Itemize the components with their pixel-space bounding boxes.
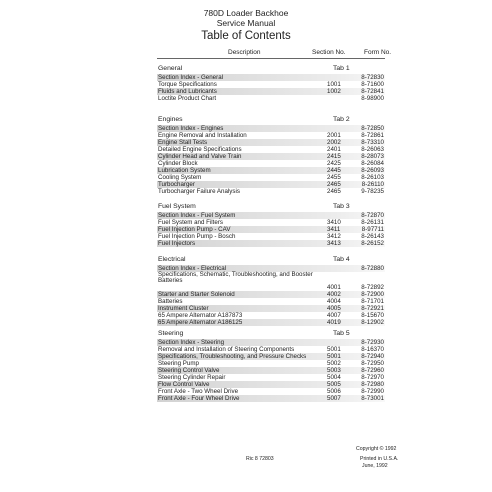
row-description: Cylinder Head and Valve Train [158, 153, 242, 160]
row-description: Fuel Injectors [158, 240, 196, 247]
row-form-no: 8-73310 [361, 139, 384, 146]
row-section-no: 2425 [327, 160, 341, 167]
row-section-no: 2415 [327, 153, 341, 160]
row-section-no: 5006 [327, 388, 341, 395]
row-description: Cylinder Block [158, 160, 198, 167]
toc-row [157, 298, 385, 305]
row-form-no: 8-72870 [361, 212, 384, 219]
header-rule [157, 58, 385, 59]
row-description: Starter and Starter Solenoid [158, 291, 235, 298]
section-tab: Tab 2 [333, 116, 350, 123]
toc-row [157, 367, 385, 374]
row-description: Turbocharger [158, 181, 195, 188]
toc-row [157, 339, 385, 346]
row-section-no: 2465 [327, 188, 341, 195]
row-section-no: 4001 [327, 284, 341, 291]
row-form-no: 8-98900 [361, 95, 384, 102]
section-heading [157, 203, 385, 211]
row-description: Turbocharger Failure Analysis [158, 188, 240, 195]
row-form-no: 8-26093 [361, 167, 384, 174]
row-section-no: 3413 [327, 240, 341, 247]
section-heading [157, 65, 385, 73]
row-form-no: 8-71701 [361, 298, 384, 305]
section-general [157, 65, 385, 102]
row-form-no: 8-73001 [361, 395, 384, 402]
section-name: Engines [158, 116, 183, 123]
row-description: Fluids and Lubricants [158, 88, 217, 95]
row-section-no: 5004 [327, 374, 341, 381]
toc-row [157, 312, 385, 319]
toc-row [157, 360, 385, 367]
toc-row [157, 153, 385, 160]
row-form-no: 8-26103 [361, 174, 384, 181]
row-description: Batteries [158, 298, 183, 305]
row-section-no: 1001 [327, 81, 341, 88]
row-description: Detailed Engine Specifications [158, 146, 242, 153]
row-form-no: 8-15670 [361, 312, 384, 319]
section-engines [157, 116, 385, 195]
toc-row [157, 381, 385, 388]
document-title: 780D Loader Backhoe [203, 8, 289, 18]
row-description: 65 Ampere Alternator A186125 [158, 319, 243, 326]
toc-row [157, 95, 385, 102]
row-section-no: 5005 [327, 381, 341, 388]
row-form-no: 8-72900 [361, 291, 384, 298]
row-section-no: 2002 [327, 139, 341, 146]
toc-row [157, 181, 385, 188]
row-section-no: 3411 [327, 226, 341, 233]
row-form-no: 8-72850 [361, 125, 384, 132]
row-form-no: 9-78235 [361, 188, 384, 195]
row-section-no: 4019 [327, 319, 341, 326]
toc-row [157, 74, 385, 81]
row-form-no: 8-72980 [361, 381, 384, 388]
row-form-no: 8-72990 [361, 388, 384, 395]
row-form-no: 8-26084 [361, 160, 384, 167]
toc-row [157, 388, 385, 395]
row-section-no: 4002 [327, 291, 341, 298]
row-description: Loctite Product Chart [158, 95, 217, 102]
section-tab: Tab 3 [333, 203, 350, 210]
section-steering [157, 330, 385, 402]
row-form-no: 8-72892 [361, 284, 384, 291]
row-section-no: 3412 [327, 233, 341, 240]
row-section-no: 5002 [327, 360, 341, 367]
row-description: 65 Ampere Alternator A187873 [158, 312, 243, 319]
section-tab: Tab 5 [333, 330, 350, 337]
row-form-no: 8-26143 [361, 233, 384, 240]
row-form-no: 8-71600 [361, 81, 384, 88]
row-form-no: 8-72960 [361, 367, 384, 374]
table-of-contents-heading: Table of Contents [201, 30, 291, 42]
print-date-text: June, 1992 [362, 463, 388, 469]
row-form-no: 8-28073 [361, 153, 384, 160]
toc-row [157, 374, 385, 381]
section-heading [157, 330, 385, 338]
section-tab: Tab 1 [333, 65, 350, 72]
row-section-no: 1002 [327, 88, 341, 95]
row-form-no: 8-72921 [361, 305, 384, 312]
row-form-no: 8-72841 [361, 88, 384, 95]
row-form-no: 8-72950 [361, 360, 384, 367]
row-description: Steering Pump [158, 360, 199, 367]
toc-row [157, 353, 385, 360]
row-description: Specifications, Troubleshooting, and Pressure Checks [158, 353, 307, 360]
toc-row [157, 212, 385, 219]
row-description: Cooling System [158, 174, 202, 181]
row-description: Flow Control Valve [158, 381, 210, 388]
row-section-no: 2001 [327, 132, 341, 139]
toc-row [157, 272, 385, 291]
toc-row [157, 160, 385, 167]
row-form-no: 8-72970 [361, 374, 384, 381]
row-description: Torque Specifications [158, 81, 217, 88]
row-section-no: 4005 [327, 305, 341, 312]
row-section-no: 2401 [327, 146, 341, 153]
toc-row [157, 226, 385, 233]
column-header-section: Section No. [312, 49, 346, 56]
section-fuel-system [157, 203, 385, 247]
ric-number-text: Ric 8 72803 [246, 456, 274, 462]
toc-row [157, 346, 385, 353]
row-section-no: 2445 [327, 167, 341, 174]
toc-row [157, 305, 385, 312]
copyright-text: Copyright © 1992 [356, 446, 397, 452]
row-form-no: 8-72940 [361, 353, 384, 360]
toc-row [157, 167, 385, 174]
toc-row [157, 146, 385, 153]
toc-row [157, 174, 385, 181]
row-description: Section Index - Electrical [158, 265, 227, 272]
section-name: General [158, 65, 183, 72]
row-form-no: 8-72861 [361, 132, 384, 139]
section-name: Electrical [158, 256, 186, 263]
row-description: Engine Stall Tests [158, 139, 208, 146]
toc-row [157, 291, 385, 298]
toc-row [157, 219, 385, 226]
toc-row [157, 88, 385, 95]
toc-row [157, 233, 385, 240]
row-form-no: 8-12902 [361, 319, 384, 326]
section-heading [157, 116, 385, 124]
row-description: Section Index - Fuel System [158, 212, 236, 219]
row-section-no: 5001 [327, 346, 341, 353]
row-description: Steering Control Valve [158, 367, 220, 374]
row-description: Fuel Injection Pump - CAV [158, 226, 231, 233]
row-form-no: 8-26110 [361, 181, 384, 188]
row-description: Lubrication System [158, 167, 211, 174]
row-section-no: 5001 [327, 353, 341, 360]
section-name: Fuel System [158, 203, 196, 210]
toc-row [157, 132, 385, 139]
section-tab: Tab 4 [333, 256, 350, 263]
row-description: Section Index - Steering [158, 339, 225, 346]
row-description: Specifications, Schematic, Troubleshooting, and Booster Batteries [158, 271, 313, 285]
row-description: Engine Removal and Installation [158, 132, 247, 139]
row-description: Removal and Installation of Steering Components [158, 346, 295, 353]
column-header-description: Description [228, 49, 261, 56]
row-description: Front Axle - Four Wheel Drive [158, 395, 240, 402]
toc-row [157, 125, 385, 132]
section-electrical [157, 256, 385, 326]
row-form-no: 8-97711 [361, 226, 384, 233]
toc-row [157, 240, 385, 247]
row-section-no: 5007 [327, 395, 341, 402]
toc-row [157, 395, 385, 402]
row-description: Steering Cylinder Repair [158, 374, 226, 381]
row-section-no: 5003 [327, 367, 341, 374]
row-form-no: 8-72830 [361, 74, 384, 81]
row-form-no: 8-16370 [361, 346, 384, 353]
row-form-no: 8-26152 [361, 240, 384, 247]
toc-row [157, 139, 385, 146]
column-header-form: Form No. [364, 49, 392, 56]
row-form-no: 8-72930 [361, 339, 384, 346]
section-name: Steering [158, 330, 184, 337]
row-description: Instrument Cluster [158, 305, 209, 312]
section-heading [157, 256, 385, 264]
row-section-no: 4004 [327, 298, 341, 305]
row-section-no: 3410 [327, 219, 341, 226]
row-description: Section Index - General [158, 74, 224, 81]
row-form-no: 8-26131 [361, 219, 384, 226]
row-description: Section Index - Engines [158, 125, 224, 132]
row-form-no: 8-72880 [361, 265, 384, 272]
document-subtitle: Service Manual [216, 18, 276, 28]
row-description: Fuel Injection Pump - Bosch [158, 233, 236, 240]
row-section-no: 2465 [327, 181, 341, 188]
printed-in-text: Printed in U.S.A. [360, 456, 399, 462]
toc-row [157, 319, 385, 326]
row-description: Front Axle - Two Wheel Drive [158, 388, 239, 395]
toc-row [157, 81, 385, 88]
toc-row [157, 188, 385, 195]
row-description: Fuel System and Filters [158, 219, 223, 226]
row-form-no: 8-26063 [361, 146, 384, 153]
row-section-no: 4007 [327, 312, 341, 319]
row-section-no: 2455 [327, 174, 341, 181]
